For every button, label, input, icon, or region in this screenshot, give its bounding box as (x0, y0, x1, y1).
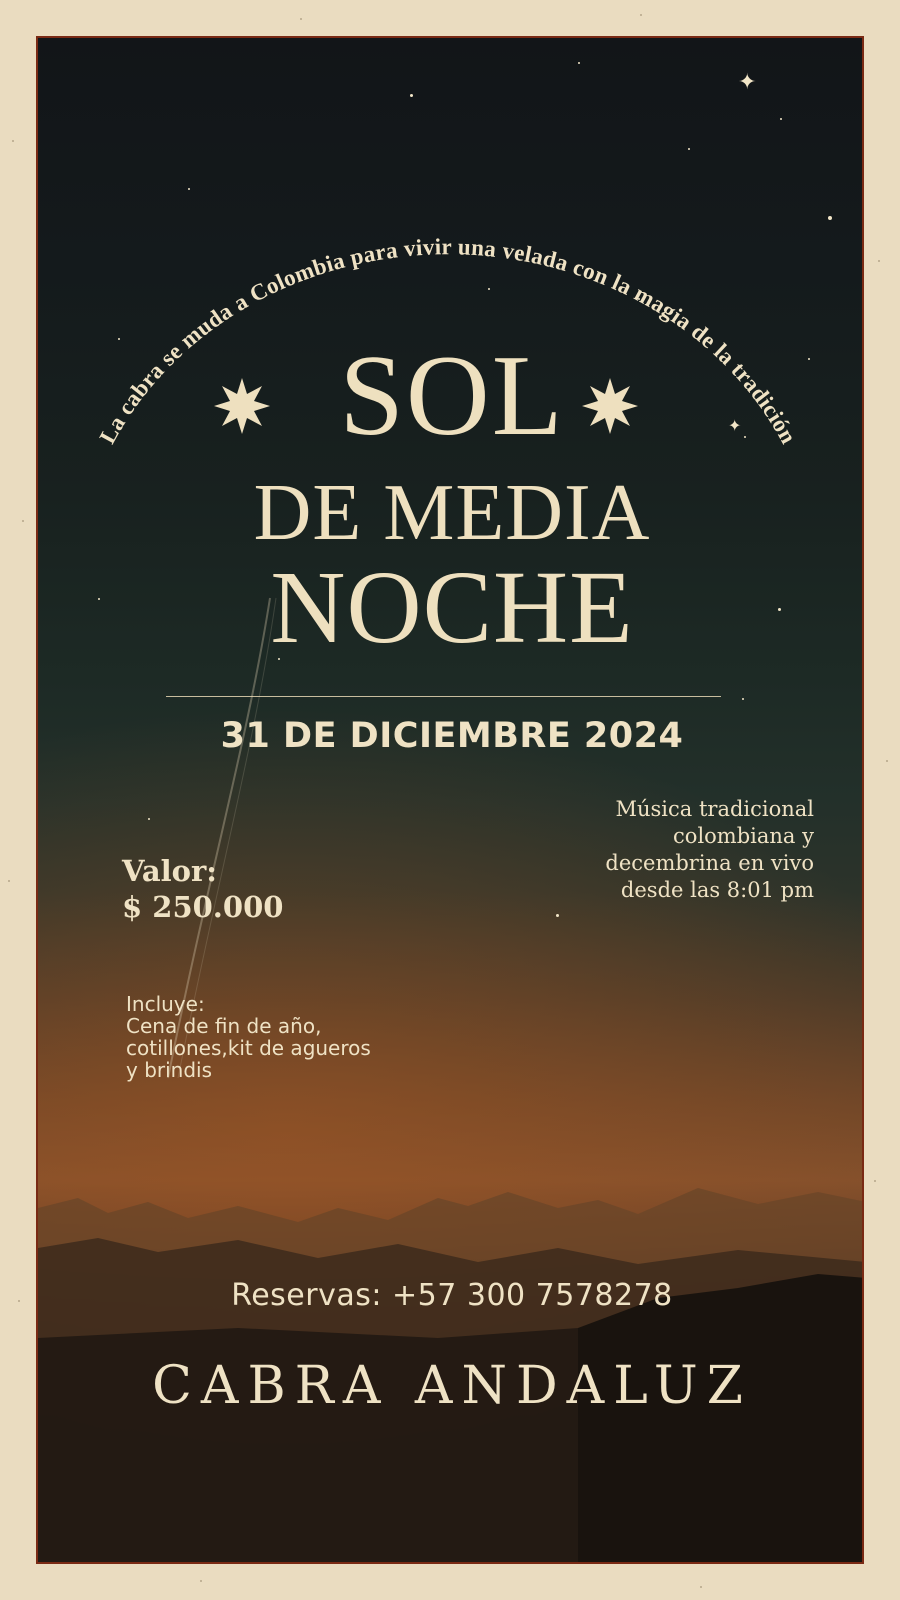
includes-line: Incluye: (126, 992, 205, 1016)
event-date: 31 DE DICIEMBRE 2024 (220, 716, 684, 756)
title-de-media: DE MEDIA (253, 469, 651, 557)
includes-block (126, 993, 466, 1081)
includes-line: y brindis (126, 1058, 213, 1082)
brand-name: CABRA ANDALUZ (152, 1356, 752, 1416)
title-noche: NOCHE (270, 550, 634, 665)
music-line: decembrina en vivo (605, 851, 814, 875)
title-sol: SOL (339, 332, 565, 460)
reservation-phone[interactable]: Reservas: +57 300 7578278 (231, 1278, 673, 1313)
music-line: desde las 8:01 pm (620, 878, 814, 902)
includes-line: Cena de fin de año, (126, 1014, 322, 1038)
price-block (122, 853, 283, 925)
arc-tagline-text: La cabra se muda a Colombia para vivir una velada con la magia de la tradición (94, 234, 802, 448)
price-label: Valor: (122, 854, 217, 888)
music-info (514, 796, 814, 904)
music-line: Música tradicional (615, 797, 814, 821)
price-amount: $ 250.000 (122, 890, 284, 924)
divider-line (166, 696, 721, 697)
poster-frame: ✦ ✦ La cabra se muda a Colombia para vivir una velada con la magia de la tradición SOL DE MEDIA NOCHE 31 DE DICIEMBRE 2024 Música tradicional colombiana y decembrina en vivo desde las 8:01 pm Valor: $ 250.000 Incluye: Cena de fin de año, cotillones,kit de agueros y brindis Reservas: +57 300 7578278 CABRA ANDALUZ (36, 36, 864, 1564)
music-line: colombiana y (673, 824, 814, 848)
includes-line: cotillones,kit de agueros (126, 1036, 371, 1060)
